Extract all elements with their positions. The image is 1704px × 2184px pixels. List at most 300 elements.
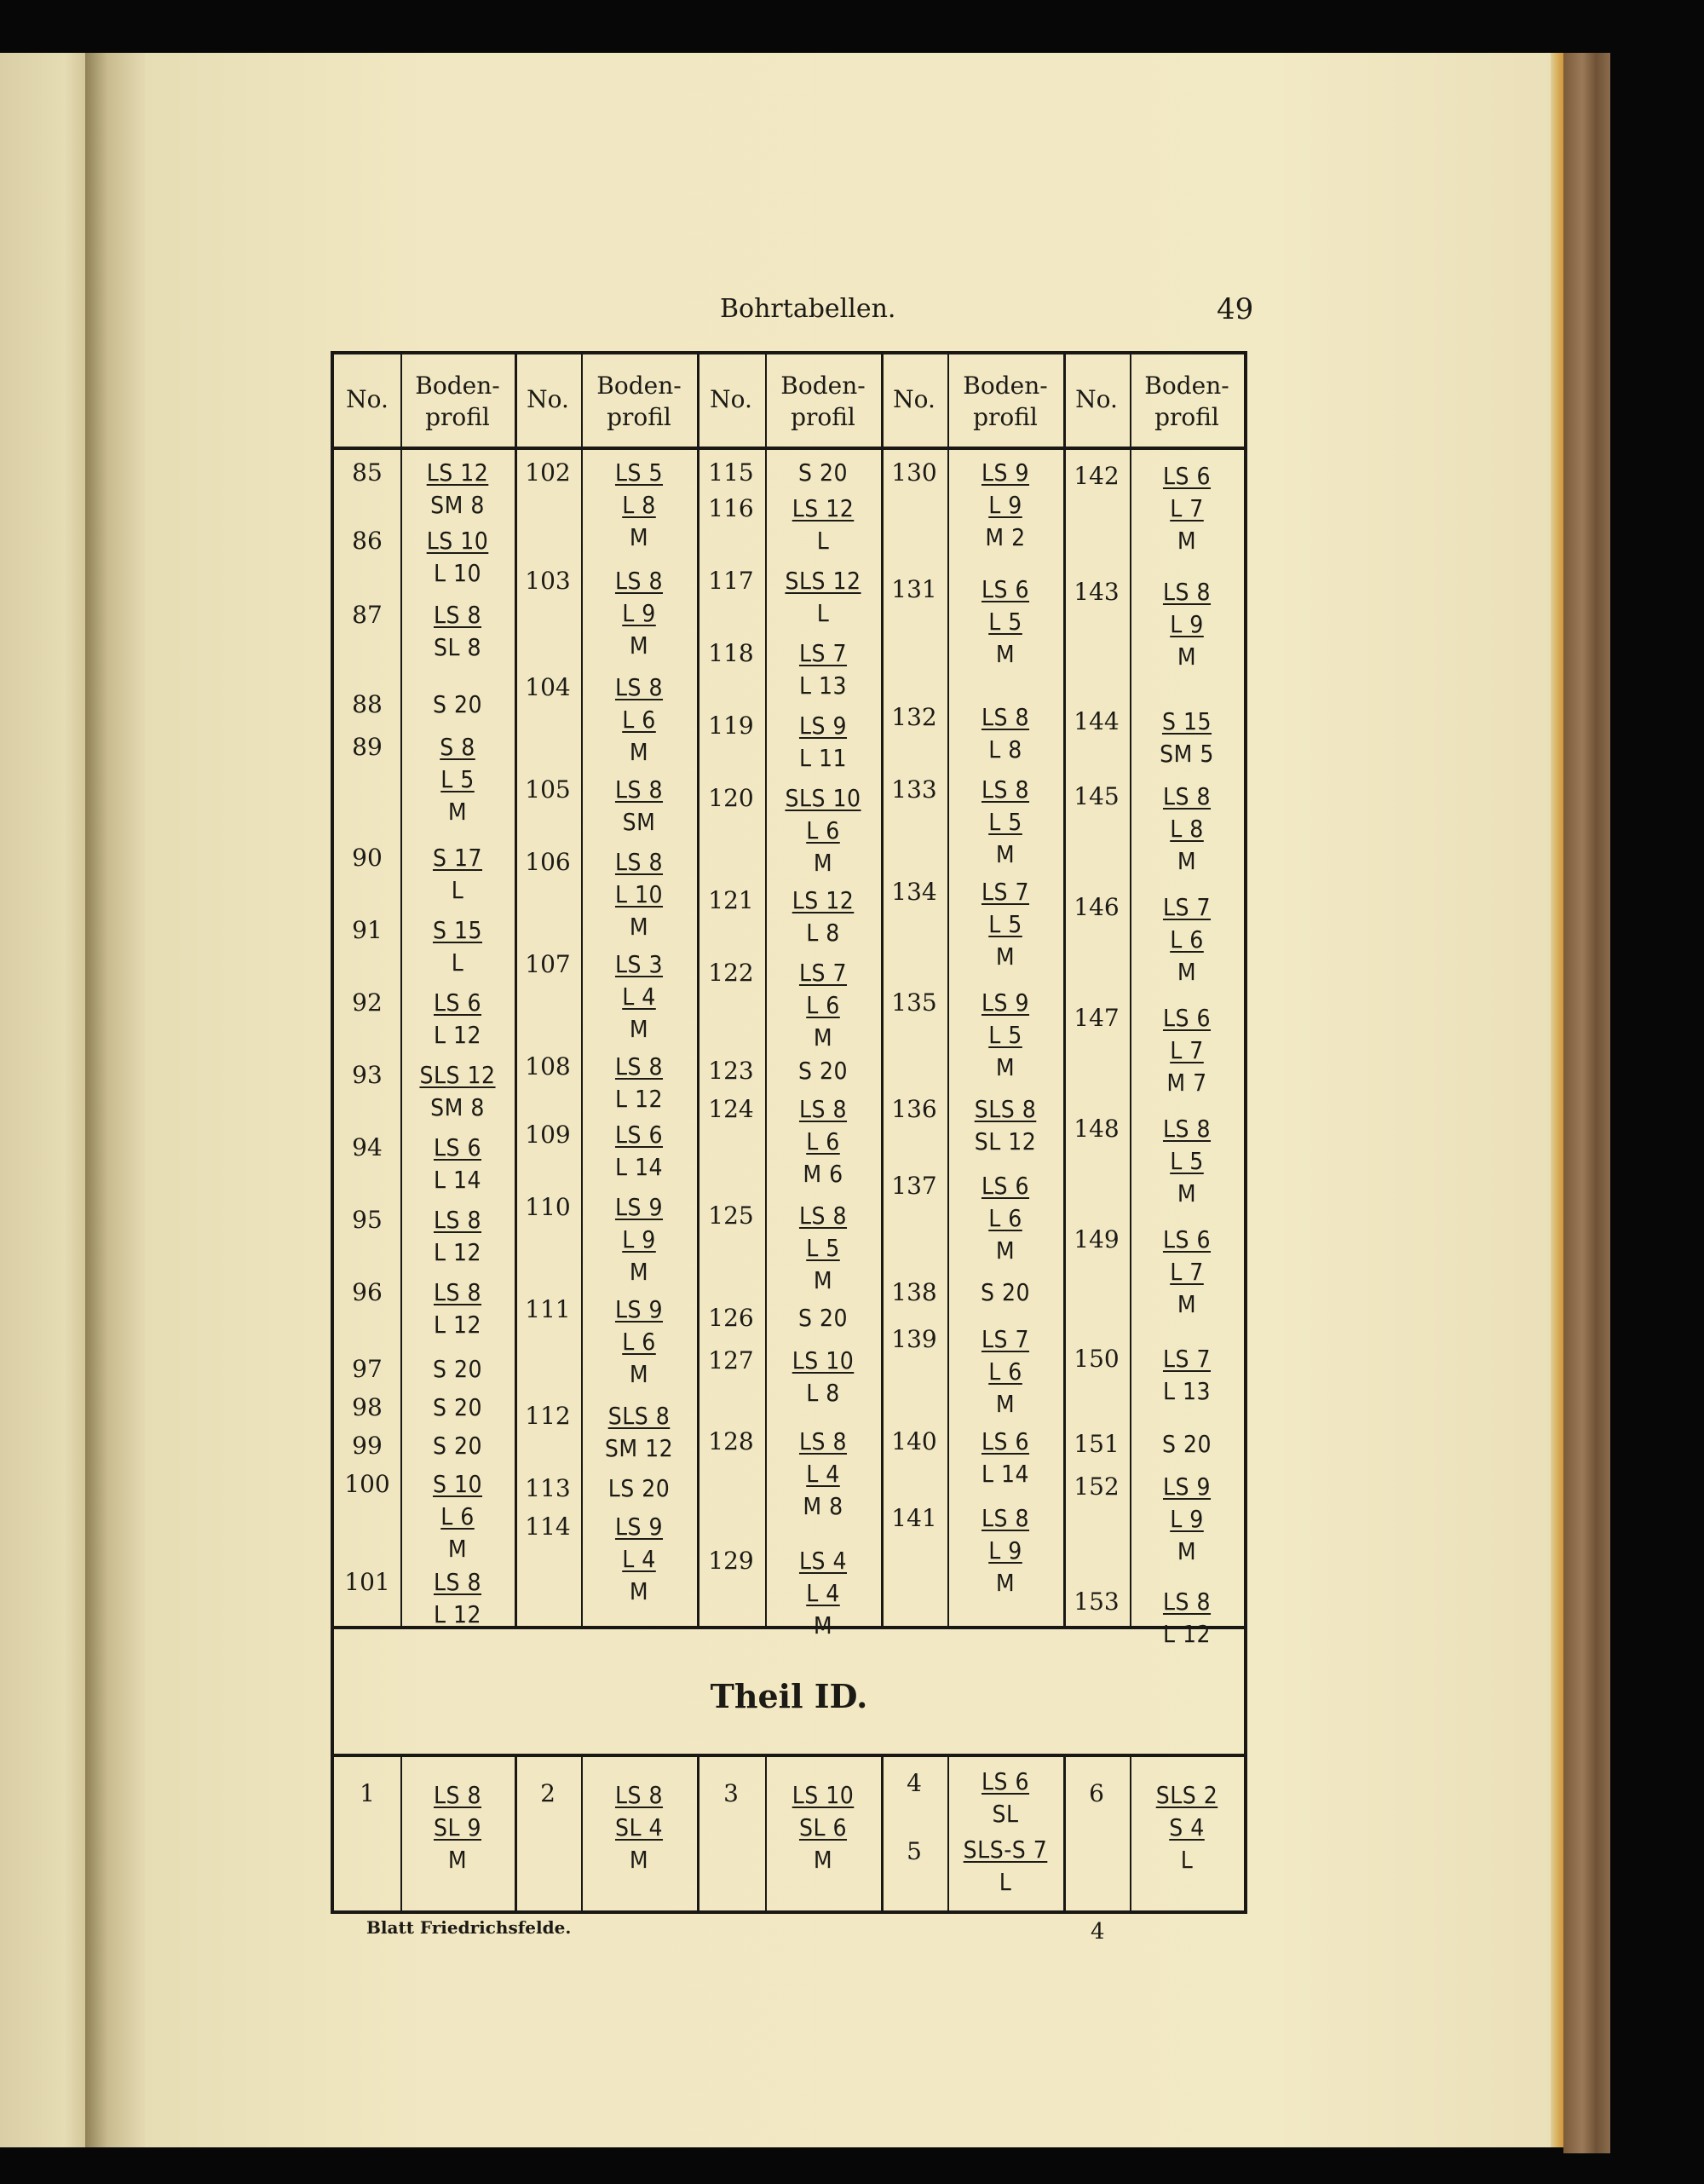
soil-profile — [947, 701, 1063, 766]
boring-number: 124 — [708, 1095, 754, 1123]
soil-profile — [400, 1204, 515, 1269]
boring-number: 87 — [352, 601, 383, 629]
profile-layer: M 7 — [1166, 1069, 1207, 1097]
soil-profile — [581, 1511, 697, 1608]
profile-layer: L 7 — [1170, 1258, 1204, 1286]
profile-layer: L 6 — [806, 816, 840, 844]
soil-profile — [1130, 576, 1244, 673]
profile-layer: S 20 — [432, 690, 483, 718]
profile-layer: L 8 — [806, 1379, 840, 1407]
soil-profile — [400, 731, 515, 828]
profile-layer: SM 5 — [1160, 740, 1214, 768]
column-header-no: No. — [346, 385, 389, 413]
profile-layer: L 8 — [988, 735, 1022, 764]
profile-layer: LS 3 — [614, 950, 664, 978]
profile-layer: LS 6 — [1162, 1004, 1212, 1032]
soil-profile — [1130, 781, 1244, 878]
boring-number: 114 — [525, 1513, 571, 1541]
profile-layer: LS 6 — [981, 1767, 1030, 1795]
boring-number: 144 — [1074, 707, 1120, 735]
soil-profile — [765, 493, 881, 557]
profile-layer: LS 9 — [1162, 1472, 1212, 1501]
boring-number: 110 — [525, 1193, 571, 1221]
soil-profile — [947, 876, 1063, 973]
profile-layer: LS 7 — [798, 639, 848, 667]
soil-profile — [947, 1834, 1063, 1899]
profile-layer: L 12 — [433, 1600, 482, 1628]
profile-layer: SLS 8 — [974, 1095, 1037, 1123]
profile-layer: LS 8 — [798, 1201, 848, 1230]
soil-profile — [581, 1779, 697, 1876]
profile-layer: L 14 — [981, 1460, 1030, 1488]
soil-profile — [765, 1345, 881, 1409]
profile-layer: M — [629, 913, 649, 941]
profile-layer: M — [1177, 527, 1197, 555]
soil-profile — [1130, 1428, 1244, 1461]
profile-layer: LS 8 — [614, 775, 664, 804]
profile-layer: L — [451, 876, 464, 904]
column-header-no: No. — [1075, 385, 1118, 413]
profile-layer: M — [629, 1577, 649, 1605]
profile-layer: SLS 8 — [607, 1402, 671, 1430]
profile-layer: SLS 2 — [1155, 1781, 1218, 1809]
boring-number: 103 — [525, 567, 571, 595]
profile-layer: SLS 12 — [785, 567, 861, 595]
soil-profile — [581, 1051, 697, 1115]
profile-layer: L 12 — [614, 1085, 664, 1113]
profile-layer: L 5 — [1170, 1147, 1204, 1175]
soil-profile — [765, 782, 881, 879]
soil-profile — [581, 1400, 697, 1465]
profile-layer: M — [629, 1258, 649, 1286]
profile-layer: L 6 — [806, 1127, 840, 1155]
soil-profile — [400, 689, 515, 721]
soil-profile — [400, 599, 515, 664]
profile-layer: L 9 — [1170, 610, 1204, 638]
profile-layer: LS 8 — [614, 673, 664, 701]
soil-profile — [947, 1323, 1063, 1420]
profile-layer: L 13 — [798, 671, 848, 700]
boring-number: 132 — [891, 703, 937, 731]
profile-layer: L 6 — [440, 1502, 475, 1530]
boring-number: 126 — [708, 1304, 754, 1332]
book-cover-edge — [1563, 53, 1610, 2153]
profile-layer: LS 8 — [614, 1781, 664, 1809]
boring-number: 86 — [352, 527, 383, 555]
profile-layer: SM 8 — [430, 491, 485, 519]
profile-layer: L 6 — [1170, 925, 1204, 954]
soil-profile — [947, 1426, 1063, 1490]
profile-layer: L 12 — [433, 1021, 482, 1049]
boring-number: 142 — [1074, 462, 1120, 490]
boring-number: 115 — [708, 458, 754, 487]
profile-layer: SM 12 — [604, 1434, 674, 1462]
profile-layer: LS 9 — [614, 1193, 664, 1221]
profile-layer: S 20 — [980, 1278, 1031, 1306]
boring-number: 153 — [1074, 1588, 1120, 1616]
column-rule — [515, 354, 517, 1626]
soil-profile — [765, 1779, 881, 1876]
soil-profile — [1130, 1224, 1244, 1321]
running-head: Bohrtabellen. — [720, 294, 896, 324]
profile-layer: LS 8 — [1162, 782, 1212, 810]
profile-layer: L 9 — [622, 1225, 656, 1253]
profile-layer: LS 9 — [614, 1513, 664, 1541]
boring-number: 1 — [360, 1779, 375, 1807]
boring-number: 152 — [1074, 1472, 1120, 1501]
column-header-profile: Boden- profil — [1144, 372, 1229, 431]
soil-profile — [947, 573, 1063, 671]
profile-layer: LS 8 — [433, 1206, 482, 1234]
soil-profile — [581, 1472, 697, 1505]
profile-layer: M — [995, 1236, 1016, 1265]
profile-layer: M 2 — [985, 523, 1026, 551]
profile-layer: LS 6 — [981, 1172, 1030, 1200]
profile-layer: S 20 — [1161, 1430, 1212, 1458]
profile-layer: L — [816, 599, 830, 627]
profile-layer: L 4 — [806, 1460, 840, 1488]
soil-profile — [765, 637, 881, 702]
profile-layer: LS 8 — [798, 1095, 848, 1123]
boring-number: 127 — [708, 1346, 754, 1374]
profile-layer: L 13 — [1162, 1377, 1212, 1405]
boring-number: 125 — [708, 1201, 754, 1230]
profile-layer: SM 8 — [430, 1093, 485, 1121]
profile-layer: LS 8 — [614, 567, 664, 595]
profile-layer: LS 9 — [981, 988, 1030, 1017]
profile-layer: M — [995, 1390, 1016, 1418]
profile-layer: L 12 — [1162, 1620, 1212, 1648]
boring-number: 101 — [344, 1568, 390, 1596]
boring-number: 4 — [907, 1769, 922, 1797]
soil-profile — [400, 525, 515, 590]
boring-number: 135 — [891, 988, 937, 1017]
boring-number: 90 — [352, 844, 383, 872]
profile-layer: SL 9 — [433, 1813, 482, 1841]
soil-profile — [765, 1055, 881, 1087]
profile-layer: LS 8 — [433, 1781, 482, 1809]
profile-layer: M — [813, 1611, 833, 1639]
profile-layer: M — [447, 798, 468, 826]
profile-layer: M — [447, 1535, 468, 1563]
profile-layer: L 5 — [988, 608, 1022, 636]
profile-layer: S 20 — [432, 1355, 483, 1383]
profile-layer: S 17 — [432, 844, 483, 872]
column-rule — [515, 1754, 517, 1914]
boring-number: 106 — [525, 848, 571, 876]
profile-layer: M — [1177, 1179, 1197, 1207]
soil-profile — [1130, 891, 1244, 988]
soil-profile — [581, 846, 697, 943]
soil-profile — [400, 1353, 515, 1386]
boring-number: 136 — [891, 1095, 937, 1123]
boring-number: 140 — [891, 1427, 937, 1455]
boring-number: 113 — [525, 1474, 571, 1502]
boring-number: 148 — [1074, 1115, 1120, 1143]
soil-profile — [400, 1779, 515, 1876]
profile-layer: L 7 — [1170, 494, 1204, 522]
profile-layer: LS 20 — [607, 1474, 671, 1502]
soil-profile — [1130, 1343, 1244, 1408]
soil-profile — [581, 457, 697, 554]
profile-layer: LS 10 — [792, 1781, 855, 1809]
boring-number: 3 — [723, 1779, 739, 1807]
profile-layer: L 10 — [433, 559, 482, 587]
boring-number: 93 — [352, 1061, 383, 1089]
profile-layer: L 10 — [614, 880, 664, 908]
profile-layer: LS 8 — [433, 1278, 482, 1306]
profile-layer: L 7 — [1170, 1036, 1204, 1064]
profile-layer: L 8 — [1170, 815, 1204, 843]
soil-profile — [947, 1093, 1063, 1158]
profile-layer: M — [995, 1053, 1016, 1081]
profile-layer: SLS 10 — [785, 784, 861, 812]
profile-layer: L 9 — [1170, 1505, 1204, 1533]
profile-layer: M — [813, 1023, 833, 1052]
profile-layer: LS 6 — [614, 1121, 664, 1149]
profile-layer: LS 6 — [433, 1133, 482, 1161]
boring-number: 2 — [540, 1779, 556, 1807]
profile-layer: LS 8 — [1162, 1115, 1212, 1143]
column-header-no: No. — [527, 385, 569, 413]
boring-number: 123 — [708, 1057, 754, 1085]
profile-layer: M — [813, 1266, 833, 1294]
boring-number: 89 — [352, 733, 383, 761]
soil-profile — [400, 842, 515, 907]
boring-number: 112 — [525, 1402, 571, 1430]
profile-layer: M — [629, 1846, 649, 1874]
boring-number: 92 — [352, 988, 383, 1017]
profile-layer: L 5 — [806, 1234, 840, 1262]
column-header-profile: Boden- profil — [963, 372, 1048, 431]
profile-layer: LS 8 — [433, 1568, 482, 1596]
profile-layer: LS 8 — [981, 703, 1030, 731]
profile-layer: S 20 — [797, 1057, 849, 1085]
profile-layer: M — [813, 1846, 833, 1874]
boring-number: 130 — [891, 458, 937, 487]
profile-layer: L 11 — [798, 744, 848, 772]
soil-profile — [400, 987, 515, 1052]
column-header-profile: Boden- profil — [596, 372, 682, 431]
soil-profile — [400, 914, 515, 979]
profile-layer: SLS-S 7 — [963, 1835, 1048, 1864]
profile-layer: M — [1177, 958, 1197, 986]
profile-layer: L 5 — [440, 765, 475, 793]
boring-number: 94 — [352, 1133, 383, 1161]
profile-layer: SL 6 — [798, 1813, 848, 1841]
profile-layer: M — [629, 523, 649, 551]
boring-number: 120 — [708, 784, 754, 812]
profile-layer: L — [1180, 1846, 1194, 1874]
soil-profile — [1130, 1471, 1244, 1568]
soil-profile — [765, 1545, 881, 1642]
profile-layer: S 20 — [432, 1432, 483, 1460]
soil-profile — [947, 457, 1063, 554]
soil-profile — [581, 1191, 697, 1288]
profile-layer: LS 5 — [614, 458, 664, 487]
boring-number: 141 — [891, 1504, 937, 1532]
left-page-edge — [0, 53, 92, 2147]
profile-layer: LS 12 — [426, 458, 489, 487]
boring-number: 102 — [525, 458, 571, 487]
soil-profile — [400, 1059, 515, 1124]
soil-profile — [400, 1132, 515, 1196]
profile-layer: M — [813, 849, 833, 877]
soil-profile — [765, 957, 881, 1054]
profile-layer: L — [999, 1868, 1012, 1896]
soil-profile — [947, 1502, 1063, 1599]
profile-layer: LS 10 — [426, 527, 489, 555]
page-number: 49 — [1217, 292, 1254, 326]
profile-layer: LS 9 — [981, 458, 1030, 487]
soil-profile — [765, 1093, 881, 1190]
profile-layer: SL 8 — [433, 633, 482, 661]
profile-layer: LS 8 — [614, 848, 664, 876]
soil-profile — [947, 774, 1063, 871]
boring-number: 122 — [708, 959, 754, 987]
boring-number: 131 — [891, 575, 937, 603]
soil-profile — [400, 457, 515, 522]
profile-layer: LS 8 — [981, 775, 1030, 804]
boring-number: 138 — [891, 1278, 937, 1306]
profile-layer: LS 8 — [981, 1504, 1030, 1532]
soil-profile — [1130, 1586, 1244, 1651]
soil-profile — [947, 1276, 1063, 1309]
soil-profile — [947, 1766, 1063, 1830]
profile-layer: S 20 — [797, 1304, 849, 1332]
profile-layer: L 9 — [622, 599, 656, 627]
boring-number: 116 — [708, 494, 754, 522]
boring-number: 95 — [352, 1206, 383, 1234]
boring-number: 97 — [352, 1355, 383, 1383]
soil-profile — [947, 987, 1063, 1084]
profile-layer: LS 9 — [798, 712, 848, 740]
soil-profile — [765, 1200, 881, 1297]
boring-number: 146 — [1074, 893, 1120, 921]
profile-layer: L 6 — [988, 1357, 1022, 1386]
boring-number: 133 — [891, 775, 937, 804]
boring-number: 109 — [525, 1121, 571, 1149]
column-rule — [697, 1754, 699, 1914]
boring-number: 150 — [1074, 1345, 1120, 1373]
profile-layer: LS 7 — [1162, 893, 1212, 921]
profile-layer: M — [995, 1569, 1016, 1597]
profile-layer: LS 12 — [792, 886, 855, 914]
soil-profile — [1130, 706, 1244, 770]
boring-number: 151 — [1074, 1430, 1120, 1458]
section-title: Theil ID. — [710, 1677, 868, 1715]
soil-profile — [581, 774, 697, 838]
profile-layer: L — [451, 948, 464, 977]
boring-number: 6 — [1089, 1779, 1104, 1807]
boring-number: 104 — [525, 673, 571, 701]
profile-layer: L 14 — [433, 1166, 482, 1194]
boring-number: 121 — [708, 886, 754, 914]
profile-layer: LS 7 — [981, 1325, 1030, 1353]
soil-profile — [400, 1430, 515, 1462]
sheet-name: Blatt Friedrichsfelde. — [366, 1917, 572, 1938]
soil-profile — [400, 1468, 515, 1565]
profile-layer: LS 9 — [614, 1295, 664, 1323]
profile-layer: L 5 — [988, 808, 1022, 836]
profile-layer: M — [1177, 1537, 1197, 1565]
profile-layer: M — [629, 738, 649, 766]
profile-layer: L 6 — [622, 1328, 656, 1356]
profile-layer: L 12 — [433, 1238, 482, 1266]
soil-profile — [1130, 460, 1244, 557]
profile-layer: L 14 — [614, 1153, 664, 1181]
boring-number: 88 — [352, 690, 383, 718]
boring-number: 129 — [708, 1547, 754, 1575]
profile-layer: L 8 — [622, 491, 656, 519]
profile-layer: M 6 — [803, 1160, 843, 1188]
profile-layer: L 12 — [433, 1311, 482, 1339]
soil-profile — [581, 671, 697, 769]
profile-layer: L 6 — [988, 1204, 1022, 1232]
boring-number: 118 — [708, 639, 754, 667]
profile-layer: M 8 — [803, 1492, 843, 1520]
profile-layer: LS 6 — [1162, 462, 1212, 490]
boring-number: 91 — [352, 916, 383, 944]
profile-layer: LS 7 — [1162, 1345, 1212, 1373]
boring-number: 128 — [708, 1427, 754, 1455]
column-header-profile: Boden- profil — [780, 372, 866, 431]
profile-layer: S 10 — [432, 1470, 483, 1498]
header-rule — [334, 447, 1244, 450]
soil-profile — [1130, 1113, 1244, 1210]
signature-mark: 4 — [1091, 1919, 1105, 1945]
profile-layer: SM — [622, 808, 656, 836]
boring-number: 145 — [1074, 782, 1120, 810]
boring-number: 85 — [352, 458, 383, 487]
profile-layer: LS 8 — [1162, 578, 1212, 606]
profile-layer: S 15 — [1161, 707, 1212, 735]
profile-layer: M — [995, 640, 1016, 668]
column-header-profile: Boden- profil — [415, 372, 500, 431]
soil-profile — [765, 885, 881, 949]
profile-layer: LS 10 — [792, 1346, 855, 1374]
profile-layer: L 6 — [806, 991, 840, 1019]
column-header-no: No. — [710, 385, 752, 413]
profile-layer: SLS 12 — [419, 1061, 496, 1089]
section-rule-bottom — [334, 1754, 1244, 1757]
boring-number: 137 — [891, 1172, 937, 1200]
column-header-no: No. — [893, 385, 935, 413]
profile-layer: L — [816, 527, 830, 555]
soil-profile — [765, 457, 881, 489]
profile-layer: LS 8 — [433, 601, 482, 629]
boring-number: 117 — [708, 567, 754, 595]
soil-profile — [581, 565, 697, 662]
profile-layer: S 8 — [440, 733, 475, 761]
boring-number: 99 — [352, 1432, 383, 1460]
boring-number: 119 — [708, 712, 754, 740]
profile-layer: M — [1177, 847, 1197, 875]
profile-layer: S 15 — [432, 916, 483, 944]
boring-number: 149 — [1074, 1225, 1120, 1253]
profile-layer: M — [995, 840, 1016, 868]
profile-layer: LS 8 — [798, 1427, 848, 1455]
boring-number: 147 — [1074, 1004, 1120, 1032]
soil-profile — [765, 565, 881, 630]
column-rule — [1063, 1754, 1066, 1914]
boring-number: 5 — [907, 1837, 922, 1865]
boring-number: 111 — [525, 1295, 571, 1323]
profile-layer: LS 6 — [1162, 1225, 1212, 1253]
soil-profile — [765, 710, 881, 775]
profile-layer: M — [1177, 1290, 1197, 1318]
boring-table — [331, 351, 1247, 1914]
